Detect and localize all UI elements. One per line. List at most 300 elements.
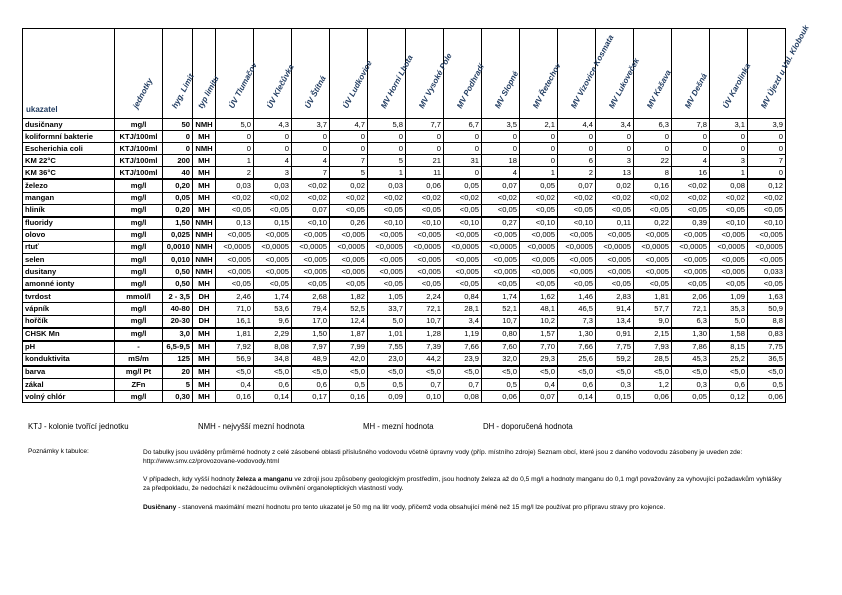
cell-value: <0,005 bbox=[368, 229, 406, 241]
row-limit-type: MH bbox=[193, 155, 216, 167]
cell-value: 1,05 bbox=[368, 290, 406, 303]
row-limit-type: MH bbox=[193, 179, 216, 192]
cell-value: <0,0005 bbox=[520, 241, 558, 253]
row-limit-type: MH bbox=[193, 366, 216, 379]
cell-value: <0,005 bbox=[292, 254, 330, 266]
cell-value: 0 bbox=[710, 143, 748, 155]
row-unit: mg/l bbox=[115, 315, 163, 328]
row-unit: mg/l bbox=[115, 278, 163, 291]
cell-value: <5,0 bbox=[596, 366, 634, 379]
row-name: dusitany bbox=[23, 266, 115, 278]
row-unit: ZFn bbox=[115, 378, 163, 390]
cell-value: 2,15 bbox=[634, 328, 672, 341]
header-site: MV Dešná bbox=[672, 29, 710, 119]
cell-value: 0,11 bbox=[596, 217, 634, 230]
cell-value: 1,01 bbox=[368, 328, 406, 341]
cell-value: 13 bbox=[596, 167, 634, 180]
cell-value: 36,5 bbox=[748, 353, 786, 366]
row-limit: 3,0 bbox=[163, 328, 193, 341]
cell-value: <0,05 bbox=[482, 278, 520, 291]
row-unit: mg/l bbox=[115, 391, 163, 403]
cell-value: 0,07 bbox=[482, 179, 520, 192]
cell-value: 3,9 bbox=[748, 119, 786, 131]
cell-value: <0,005 bbox=[330, 254, 368, 266]
cell-value: 0,05 bbox=[444, 179, 482, 192]
row-unit: KTJ/100ml bbox=[115, 131, 163, 143]
row-limit-type: MH bbox=[193, 341, 216, 354]
cell-value: 4,3 bbox=[254, 119, 292, 131]
row-unit: KTJ/100ml bbox=[115, 167, 163, 180]
cell-value: 1,2 bbox=[634, 378, 672, 390]
cell-value: 29,3 bbox=[520, 353, 558, 366]
cell-value: 3,5 bbox=[482, 119, 520, 131]
cell-value: 48,9 bbox=[292, 353, 330, 366]
cell-value: 28,5 bbox=[634, 353, 672, 366]
cell-value: <0,005 bbox=[748, 229, 786, 241]
row-unit: mg/l bbox=[115, 241, 163, 253]
row-limit-type: NMH bbox=[193, 119, 216, 131]
cell-value: <0,0005 bbox=[444, 241, 482, 253]
header-site: MV Vysoké Pole bbox=[406, 29, 444, 119]
cell-value: 0,22 bbox=[634, 217, 672, 230]
row-name: mangan bbox=[23, 192, 115, 204]
row-name: konduktivita bbox=[23, 353, 115, 366]
cell-value: <0,05 bbox=[634, 278, 672, 291]
table-row bbox=[23, 303, 786, 315]
header-limit: hyg. Limit bbox=[163, 29, 193, 119]
cell-value: 2 bbox=[216, 167, 254, 180]
cell-value: <0,05 bbox=[368, 278, 406, 291]
table-row bbox=[23, 278, 786, 291]
row-name: olovo bbox=[23, 229, 115, 241]
cell-value: 7,7 bbox=[406, 119, 444, 131]
cell-value: 0,4 bbox=[520, 378, 558, 390]
cell-value: 7,66 bbox=[444, 341, 482, 354]
cell-value: 7,3 bbox=[558, 315, 596, 328]
cell-value: <0,005 bbox=[672, 254, 710, 266]
cell-value: <0,005 bbox=[330, 229, 368, 241]
header-site: MV Horní Lhota bbox=[368, 29, 406, 119]
cell-value: 0,07 bbox=[292, 204, 330, 217]
cell-value: 4 bbox=[254, 155, 292, 167]
cell-value: 7,86 bbox=[672, 341, 710, 354]
cell-value: <0,02 bbox=[292, 179, 330, 192]
cell-value: 0 bbox=[672, 131, 710, 143]
note-1: Do tabulky jsou uváděny průměrné hodnoty z celé zásobené oblasti příslušného vodovodu včetně úpravny vody (příp. místního zdroje) Seznam obcí, které jsou z daného vodovodu zásobeny je uveden zde: http://www.smv.cz/provozovane-vodovody.html bbox=[143, 449, 743, 465]
cell-value: 5,0 bbox=[368, 315, 406, 328]
cell-value: 1,57 bbox=[520, 328, 558, 341]
row-limit: 0 bbox=[163, 131, 193, 143]
cell-value: <0,02 bbox=[672, 179, 710, 192]
row-unit: mg/l bbox=[115, 192, 163, 204]
row-limit-type: DH bbox=[193, 303, 216, 315]
cell-value: 0 bbox=[482, 131, 520, 143]
cell-value: 2,29 bbox=[254, 328, 292, 341]
cell-value: <0,02 bbox=[634, 192, 672, 204]
header-ukazatel: ukazatel bbox=[23, 29, 115, 119]
cell-value: <0,005 bbox=[558, 266, 596, 278]
cell-value: <0,10 bbox=[368, 217, 406, 230]
header-jednotky: jednotky bbox=[115, 29, 163, 119]
cell-value: <0,005 bbox=[292, 229, 330, 241]
cell-value: 23,9 bbox=[444, 353, 482, 366]
row-unit: mg/l bbox=[115, 217, 163, 230]
cell-value: 2,68 bbox=[292, 290, 330, 303]
cell-value: 71,0 bbox=[216, 303, 254, 315]
header-site: MV Podhradí bbox=[444, 29, 482, 119]
cell-value: <5,0 bbox=[406, 366, 444, 379]
cell-value: 0 bbox=[672, 143, 710, 155]
cell-value: 0,02 bbox=[330, 179, 368, 192]
cell-value: <0,0005 bbox=[672, 241, 710, 253]
cell-value: 79,4 bbox=[292, 303, 330, 315]
cell-value: 0,5 bbox=[748, 378, 786, 390]
cell-value: 0,13 bbox=[216, 217, 254, 230]
cell-value: 4,7 bbox=[330, 119, 368, 131]
row-limit-type: NMH bbox=[193, 143, 216, 155]
cell-value: <0,05 bbox=[292, 278, 330, 291]
cell-value: <0,0005 bbox=[634, 241, 672, 253]
row-limit-type: MH bbox=[193, 204, 216, 217]
cell-value: <0,05 bbox=[748, 278, 786, 291]
cell-value: 1,30 bbox=[672, 328, 710, 341]
cell-value: 1,82 bbox=[330, 290, 368, 303]
row-name: hliník bbox=[23, 204, 115, 217]
cell-value: 0,15 bbox=[596, 391, 634, 403]
cell-value: 50,9 bbox=[748, 303, 786, 315]
cell-value: 6,7 bbox=[444, 119, 482, 131]
cell-value: 10,7 bbox=[406, 315, 444, 328]
cell-value: <0,05 bbox=[406, 204, 444, 217]
row-name: CHSK Mn bbox=[23, 328, 115, 341]
cell-value: <0,005 bbox=[520, 229, 558, 241]
cell-value: 0,09 bbox=[368, 391, 406, 403]
row-limit: 0,010 bbox=[163, 254, 193, 266]
cell-value: 7,55 bbox=[368, 341, 406, 354]
cell-value: 25,6 bbox=[558, 353, 596, 366]
header-typ: typ limitu bbox=[193, 29, 216, 119]
cell-value: 1,46 bbox=[558, 290, 596, 303]
cell-value: <0,0005 bbox=[254, 241, 292, 253]
cell-value: <0,005 bbox=[444, 229, 482, 241]
cell-value: <0,02 bbox=[558, 192, 596, 204]
cell-value: <0,05 bbox=[254, 278, 292, 291]
cell-value: <5,0 bbox=[748, 366, 786, 379]
cell-value: 0 bbox=[292, 143, 330, 155]
cell-value: 3,1 bbox=[710, 119, 748, 131]
cell-value: <0,005 bbox=[520, 266, 558, 278]
header-site: ÚV Karolinka bbox=[710, 29, 748, 119]
cell-value: <0,005 bbox=[330, 266, 368, 278]
row-limit: 50 bbox=[163, 119, 193, 131]
row-unit: mg/l bbox=[115, 303, 163, 315]
cell-value: 3 bbox=[596, 155, 634, 167]
cell-value: 3,4 bbox=[444, 315, 482, 328]
cell-value: 0,06 bbox=[748, 391, 786, 403]
row-limit-type: MH bbox=[193, 378, 216, 390]
cell-value: <0,005 bbox=[254, 229, 292, 241]
cell-value: <0,10 bbox=[444, 217, 482, 230]
cell-value: <0,005 bbox=[634, 266, 672, 278]
cell-value: 1,87 bbox=[330, 328, 368, 341]
cell-value: <0,10 bbox=[710, 217, 748, 230]
row-name: Escherichia coli bbox=[23, 143, 115, 155]
legend-mh: MH - mezní hodnota bbox=[363, 422, 434, 431]
row-unit: KTJ/100ml bbox=[115, 155, 163, 167]
row-limit: 1,50 bbox=[163, 217, 193, 230]
cell-value: <5,0 bbox=[368, 366, 406, 379]
table-row bbox=[23, 204, 786, 217]
row-name: KM 36°C bbox=[23, 167, 115, 180]
cell-value: <0,005 bbox=[216, 229, 254, 241]
cell-value: 1,74 bbox=[254, 290, 292, 303]
row-unit: - bbox=[115, 341, 163, 354]
note-2: V případech, kdy vyšší hodnoty železa a manganu ve zdroji jsou způsobeny geologickým prostředím, jsou hodnoty železa až do 0,5 mg/l a hodnoty manganu do 0,1 mg/l považovány za vyhovující požadavkům vyhlášky za předpokladu, že nedochází k nežádoucímu ovlivnění organoleptických vlastností vody. bbox=[143, 476, 782, 492]
cell-value: 0,39 bbox=[672, 217, 710, 230]
row-limit: 0,50 bbox=[163, 278, 193, 291]
row-limit: 5 bbox=[163, 378, 193, 390]
cell-value: 7,92 bbox=[216, 341, 254, 354]
cell-value: <0,005 bbox=[444, 254, 482, 266]
cell-value: 7 bbox=[748, 155, 786, 167]
cell-value: <0,10 bbox=[520, 217, 558, 230]
cell-value: <5,0 bbox=[634, 366, 672, 379]
cell-value: 48,1 bbox=[520, 303, 558, 315]
cell-value: <0,05 bbox=[368, 204, 406, 217]
cell-value: <0,05 bbox=[710, 204, 748, 217]
cell-value: 0 bbox=[444, 167, 482, 180]
cell-value: <0,05 bbox=[748, 204, 786, 217]
row-name: hořčík bbox=[23, 315, 115, 328]
cell-value: 72,1 bbox=[406, 303, 444, 315]
cell-value: 0 bbox=[368, 131, 406, 143]
cell-value: <0,005 bbox=[596, 229, 634, 241]
cell-value: 0 bbox=[596, 143, 634, 155]
header-site: MV Slopné bbox=[482, 29, 520, 119]
cell-value: 0 bbox=[330, 131, 368, 143]
cell-value: 6 bbox=[558, 155, 596, 167]
cell-value: 3,7 bbox=[292, 119, 330, 131]
row-limit: 0,30 bbox=[163, 391, 193, 403]
row-unit: mg/l bbox=[115, 229, 163, 241]
cell-value: 0,05 bbox=[672, 391, 710, 403]
cell-value: <0,10 bbox=[748, 217, 786, 230]
cell-value: 21 bbox=[406, 155, 444, 167]
cell-value: <0,05 bbox=[330, 278, 368, 291]
row-limit-type: MH bbox=[193, 167, 216, 180]
cell-value: 0 bbox=[406, 131, 444, 143]
table-row bbox=[23, 241, 786, 253]
cell-value: <0,02 bbox=[254, 192, 292, 204]
cell-value: 0,26 bbox=[330, 217, 368, 230]
cell-value: <0,05 bbox=[634, 204, 672, 217]
header-site: ÚV Klečůvka bbox=[254, 29, 292, 119]
row-limit-type: NMH bbox=[193, 229, 216, 241]
row-limit: 125 bbox=[163, 353, 193, 366]
row-limit-type: DH bbox=[193, 315, 216, 328]
cell-value: <5,0 bbox=[444, 366, 482, 379]
cell-value: <0,02 bbox=[406, 192, 444, 204]
cell-value: <0,05 bbox=[520, 278, 558, 291]
table-row bbox=[23, 179, 786, 192]
row-limit: 200 bbox=[163, 155, 193, 167]
cell-value: 5,8 bbox=[368, 119, 406, 131]
cell-value: 7,60 bbox=[482, 341, 520, 354]
table-row bbox=[23, 328, 786, 341]
cell-value: <0,005 bbox=[558, 254, 596, 266]
cell-value: <5,0 bbox=[558, 366, 596, 379]
cell-value: 0 bbox=[216, 131, 254, 143]
row-limit-type: MH bbox=[193, 192, 216, 204]
cell-value: <0,05 bbox=[330, 204, 368, 217]
cell-value: 0,033 bbox=[748, 266, 786, 278]
row-limit-type: NMH bbox=[193, 217, 216, 230]
row-limit: 6,5-9,5 bbox=[163, 341, 193, 354]
cell-value: 35,3 bbox=[710, 303, 748, 315]
cell-value: <0,005 bbox=[634, 254, 672, 266]
cell-value: 0 bbox=[520, 143, 558, 155]
cell-value: <0,005 bbox=[406, 266, 444, 278]
row-unit: mg/l bbox=[115, 179, 163, 192]
cell-value: 7,70 bbox=[520, 341, 558, 354]
row-limit: 2 - 3,5 bbox=[163, 290, 193, 303]
table-row bbox=[23, 119, 786, 131]
cell-value: 0 bbox=[368, 143, 406, 155]
cell-value: 0,07 bbox=[520, 391, 558, 403]
cell-value: 0,7 bbox=[406, 378, 444, 390]
cell-value: <0,05 bbox=[520, 204, 558, 217]
cell-value: <0,02 bbox=[444, 192, 482, 204]
cell-value: 7,97 bbox=[292, 341, 330, 354]
cell-value: <0,005 bbox=[596, 254, 634, 266]
cell-value: 7,99 bbox=[330, 341, 368, 354]
cell-value: <0,05 bbox=[596, 278, 634, 291]
row-unit: mS/m bbox=[115, 353, 163, 366]
cell-value: <5,0 bbox=[292, 366, 330, 379]
table-row bbox=[23, 266, 786, 278]
cell-value: 0,83 bbox=[748, 328, 786, 341]
row-limit: 0,05 bbox=[163, 192, 193, 204]
cell-value: 0,6 bbox=[254, 378, 292, 390]
cell-value: 1,58 bbox=[710, 328, 748, 341]
cell-value: 5,0 bbox=[216, 119, 254, 131]
row-limit: 0 bbox=[163, 143, 193, 155]
table-header-row bbox=[23, 29, 786, 119]
cell-value: <0,005 bbox=[482, 254, 520, 266]
table-row bbox=[23, 131, 786, 143]
cell-value: 1,81 bbox=[216, 328, 254, 341]
cell-value: <0,0005 bbox=[292, 241, 330, 253]
cell-value: 7,39 bbox=[406, 341, 444, 354]
cell-value: 0 bbox=[558, 131, 596, 143]
cell-value: 0,16 bbox=[216, 391, 254, 403]
cell-value: 8,15 bbox=[710, 341, 748, 354]
row-name: KM 22°C bbox=[23, 155, 115, 167]
cell-value: 0 bbox=[520, 131, 558, 143]
cell-value: <5,0 bbox=[330, 366, 368, 379]
cell-value: <0,0005 bbox=[216, 241, 254, 253]
cell-value: <0,005 bbox=[254, 254, 292, 266]
cell-value: 52,5 bbox=[330, 303, 368, 315]
cell-value: <0,005 bbox=[406, 229, 444, 241]
cell-value: 0,08 bbox=[710, 179, 748, 192]
row-name: tvrdost bbox=[23, 290, 115, 303]
cell-value: 0,3 bbox=[672, 378, 710, 390]
cell-value: 17,0 bbox=[292, 315, 330, 328]
table-row bbox=[23, 217, 786, 230]
cell-value: 91,4 bbox=[596, 303, 634, 315]
header-site: MV Vizovice Kosmata bbox=[558, 29, 596, 119]
cell-value: <0,005 bbox=[216, 266, 254, 278]
cell-value: 34,8 bbox=[254, 353, 292, 366]
cell-value: 9,0 bbox=[634, 315, 672, 328]
row-limit: 40-80 bbox=[163, 303, 193, 315]
cell-value: 16 bbox=[672, 167, 710, 180]
row-limit-type: MH bbox=[193, 278, 216, 291]
cell-value: <0,02 bbox=[368, 192, 406, 204]
header-site: ÚV Tlumačov bbox=[216, 29, 254, 119]
cell-value: <0,0005 bbox=[330, 241, 368, 253]
cell-value: <0,05 bbox=[216, 204, 254, 217]
cell-value: <0,005 bbox=[216, 254, 254, 266]
cell-value: 0,5 bbox=[482, 378, 520, 390]
cell-value: 0,5 bbox=[330, 378, 368, 390]
cell-value: <0,0005 bbox=[368, 241, 406, 253]
cell-value: 12,4 bbox=[330, 315, 368, 328]
cell-value: <0,005 bbox=[482, 266, 520, 278]
cell-value: <0,005 bbox=[482, 229, 520, 241]
cell-value: 1,19 bbox=[444, 328, 482, 341]
cell-value: <0,0005 bbox=[748, 241, 786, 253]
cell-value: <5,0 bbox=[254, 366, 292, 379]
cell-value: 4 bbox=[672, 155, 710, 167]
row-unit: mg/l bbox=[115, 204, 163, 217]
cell-value: 32,0 bbox=[482, 353, 520, 366]
cell-value: 0,07 bbox=[558, 179, 596, 192]
cell-value: 2,06 bbox=[672, 290, 710, 303]
cell-value: <0,05 bbox=[558, 204, 596, 217]
cell-value: 6,3 bbox=[634, 119, 672, 131]
table-body bbox=[23, 119, 786, 403]
cell-value: 33,7 bbox=[368, 303, 406, 315]
cell-value: 0,12 bbox=[748, 179, 786, 192]
cell-value: 0,15 bbox=[254, 217, 292, 230]
notes-label: Poznámky k tabulce: bbox=[28, 448, 89, 455]
cell-value: 3 bbox=[710, 155, 748, 167]
table-row bbox=[23, 155, 786, 167]
cell-value: 6,3 bbox=[672, 315, 710, 328]
cell-value: 10,7 bbox=[482, 315, 520, 328]
cell-value: 13,4 bbox=[596, 315, 634, 328]
row-limit: 0,50 bbox=[163, 266, 193, 278]
cell-value: <0,005 bbox=[748, 254, 786, 266]
row-name: zákal bbox=[23, 378, 115, 390]
cell-value: 7,75 bbox=[596, 341, 634, 354]
cell-value: <0,0005 bbox=[406, 241, 444, 253]
cell-value: 0,91 bbox=[596, 328, 634, 341]
cell-value: <0,005 bbox=[710, 266, 748, 278]
header-site: ÚV Štítná bbox=[292, 29, 330, 119]
cell-value: 0,4 bbox=[216, 378, 254, 390]
header-site: MV Újezd u Val. Klobouk bbox=[748, 29, 786, 119]
cell-value: 7,93 bbox=[634, 341, 672, 354]
cell-value: <0,05 bbox=[482, 204, 520, 217]
cell-value: <0,02 bbox=[482, 192, 520, 204]
cell-value: <0,005 bbox=[672, 229, 710, 241]
cell-value: 10,2 bbox=[520, 315, 558, 328]
cell-value: <0,05 bbox=[558, 278, 596, 291]
cell-value: 18 bbox=[482, 155, 520, 167]
